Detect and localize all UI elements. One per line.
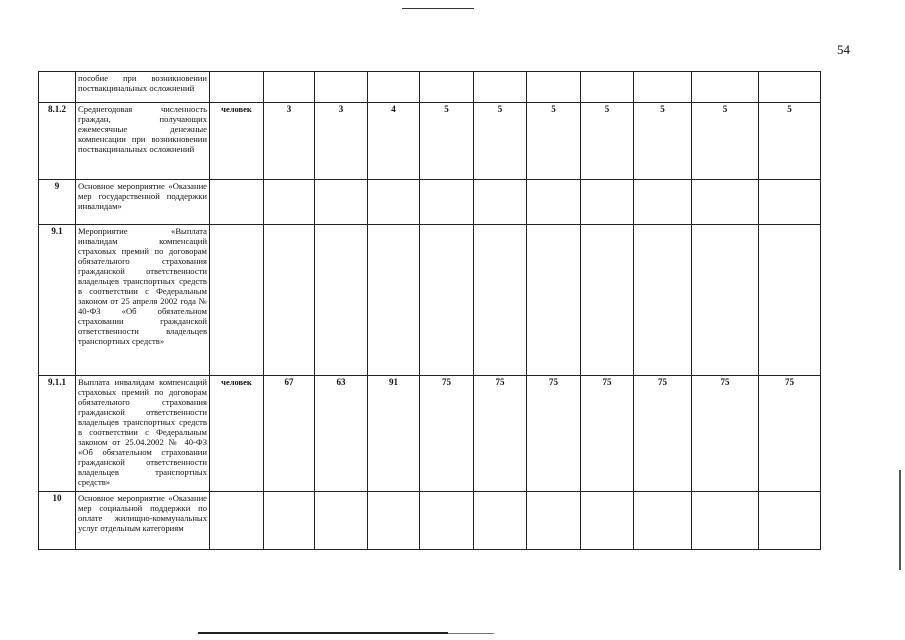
value-cell [692,180,759,225]
value-cell [527,492,581,550]
bottom-rule [198,632,448,634]
value-cell: 75 [759,376,821,492]
value-cell: 67 [264,376,315,492]
value-cell: 63 [315,376,368,492]
row-number [39,72,76,103]
row-number: 10 [39,492,76,550]
value-cell [420,225,474,376]
row-number: 9.1.1 [39,376,76,492]
row-description: пособие при возникновении поствакцинальных осложнений [76,72,210,103]
value-cell: 3 [315,103,368,180]
value-cell [759,492,821,550]
table-row [39,103,821,180]
value-cell [368,492,420,550]
value-cell [474,225,527,376]
row-unit [210,492,264,550]
value-cell: 5 [420,103,474,180]
value-cell: 75 [474,376,527,492]
page-number: 54 [837,42,850,57]
top-rule [402,8,474,9]
value-cell [264,180,315,225]
value-cell [634,72,692,103]
value-cell: 91 [368,376,420,492]
value-cell [692,492,759,550]
value-cell [474,180,527,225]
value-cell [634,180,692,225]
value-cell [474,72,527,103]
value-cell [420,72,474,103]
value-cell: 5 [692,103,759,180]
value-cell [264,225,315,376]
value-cell [368,72,420,103]
value-cell [264,72,315,103]
value-cell [474,492,527,550]
value-cell [264,492,315,550]
value-cell: 75 [527,376,581,492]
value-cell [581,492,634,550]
row-description: Среднегодовая численность граждан, получающих ежемесячные денежные компенсации при возникновении поствакцинальных осложнений [76,103,210,180]
row-description: Мероприятие «Выплата инвалидам компенсаций страховых премий по договорам обязательного страхования гражданской ответственности владельцев транспортных средств в соответствии с Федеральным законом от 25 апреля 2002 года № 40-ФЗ «Об обязательном страховании гражданской ответственности владельцев транспортных средств» [76,225,210,376]
value-cell: 75 [420,376,474,492]
value-cell: 5 [759,103,821,180]
value-cell: 5 [527,103,581,180]
value-cell [527,180,581,225]
value-cell [315,492,368,550]
row-description: Основное мероприятие «Оказание мер социальной поддержки по оплате жилищно-коммунальных услуг отдельным категориям [76,492,210,550]
value-cell [368,225,420,376]
value-cell: 75 [581,376,634,492]
bottom-rule-faint [448,633,494,634]
value-cell [759,225,821,376]
row-unit: человек [210,376,264,492]
value-cell [759,72,821,103]
value-cell [368,180,420,225]
value-cell: 3 [264,103,315,180]
value-cell: 75 [692,376,759,492]
row-unit [210,225,264,376]
value-cell [692,225,759,376]
value-cell [315,72,368,103]
indicators-table [38,71,821,550]
row-number: 9 [39,180,76,225]
value-cell [420,180,474,225]
value-cell [581,180,634,225]
row-description: Выплата инвалидам компенсаций страховых премий по договорам обязательного страхования гражданской ответственности владельцев транспортных средств в соответствии с Федеральным законом от 25.04.2002 № 40-ФЗ «Об обязательном страховании гражданской ответственности владельцев транспортных средств» [76,376,210,492]
value-cell [420,492,474,550]
table-row [39,376,821,492]
value-cell [315,225,368,376]
row-unit [210,180,264,225]
value-cell: 5 [634,103,692,180]
table-row [39,492,821,550]
row-unit [210,72,264,103]
value-cell [527,72,581,103]
value-cell [634,225,692,376]
value-cell [634,492,692,550]
value-cell [581,225,634,376]
value-cell [315,180,368,225]
value-cell [581,72,634,103]
table-row [39,180,821,225]
row-number: 9.1 [39,225,76,376]
value-cell: 5 [474,103,527,180]
value-cell: 75 [634,376,692,492]
value-cell: 4 [368,103,420,180]
table-row [39,72,821,103]
row-description: Основное мероприятие «Оказание мер государственной поддержки инвалидам» [76,180,210,225]
row-number: 8.1.2 [39,103,76,180]
row-unit: человек [210,103,264,180]
table-row [39,225,821,376]
value-cell: 5 [581,103,634,180]
value-cell [527,225,581,376]
value-cell [692,72,759,103]
value-cell [759,180,821,225]
scan-edge-mark [899,470,901,570]
